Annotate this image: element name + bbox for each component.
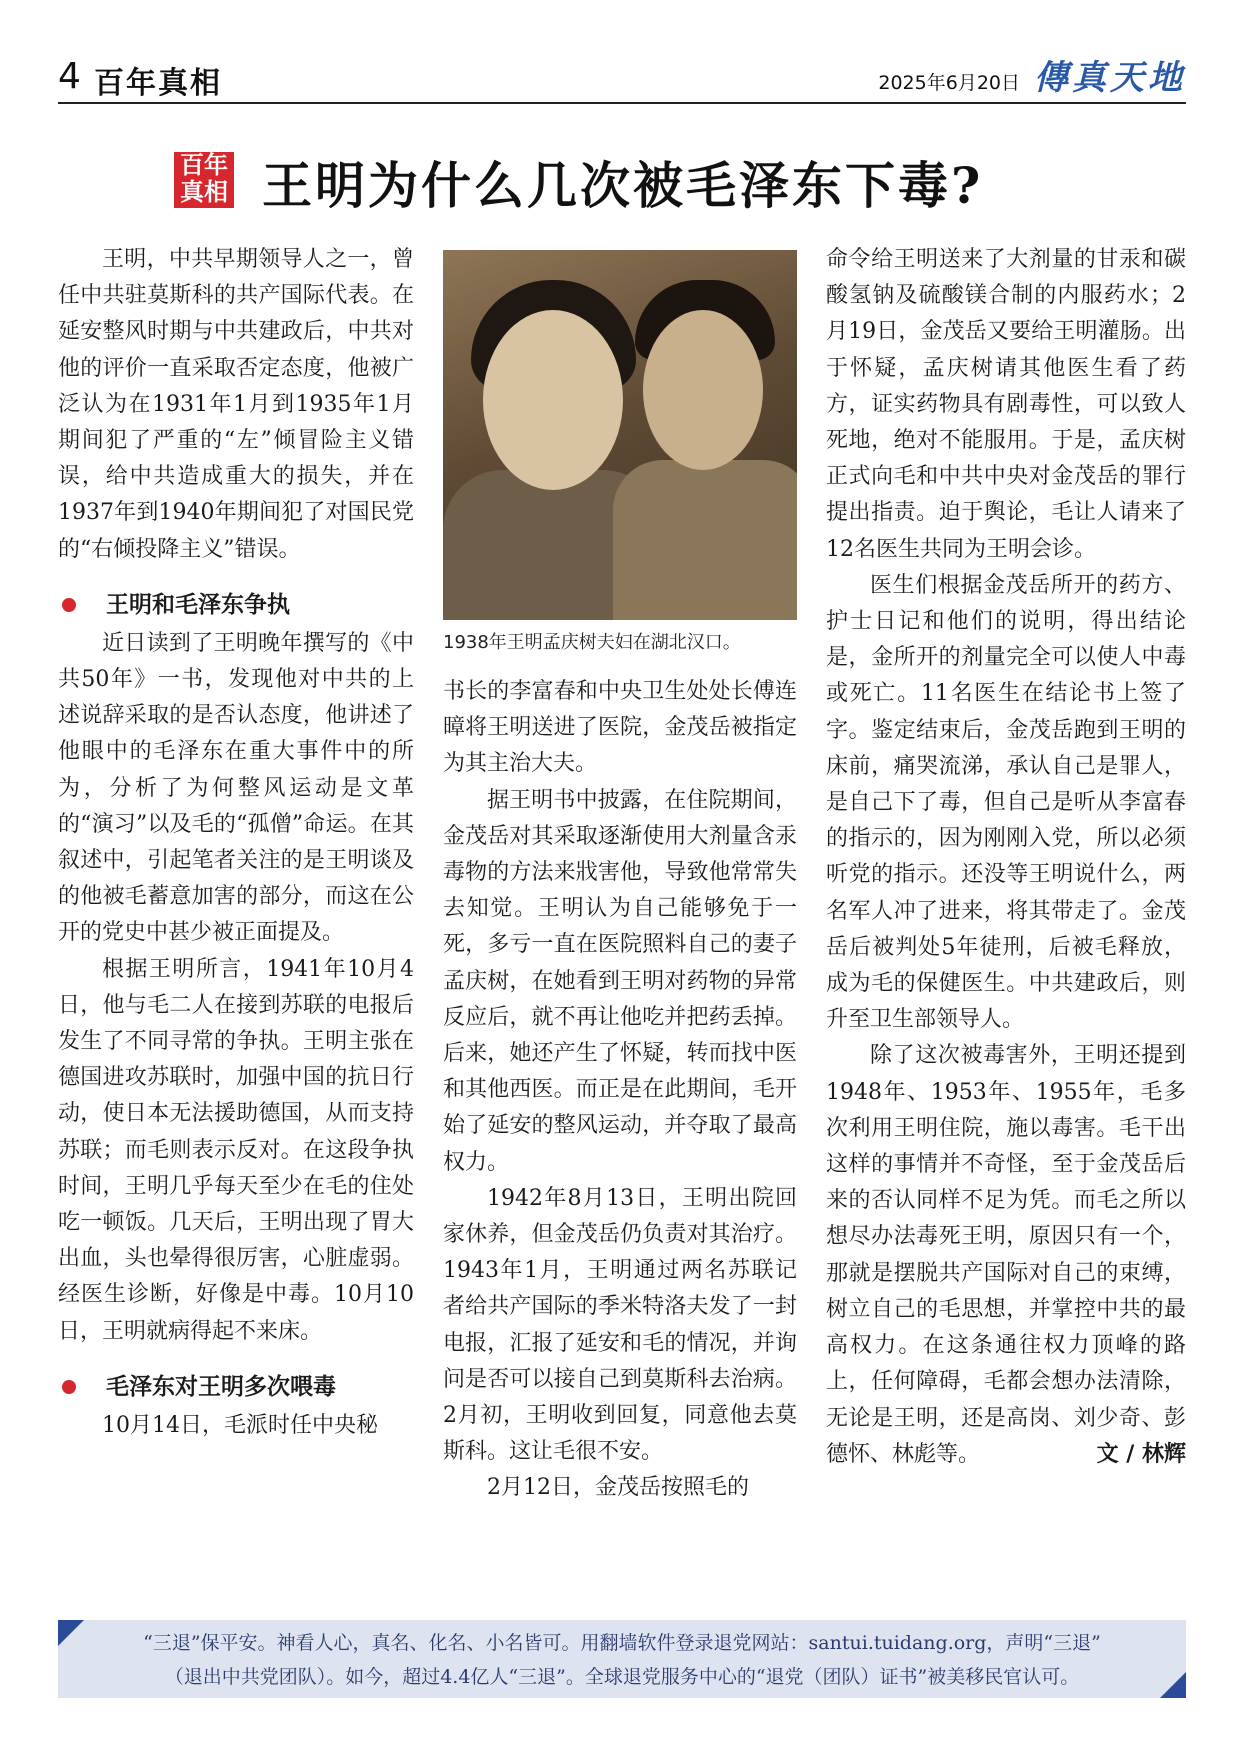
corner-triangle-icon: [1160, 1672, 1186, 1698]
article-title: 王明为什么几次被毛泽东下毒?: [262, 156, 984, 215]
paragraph: 书长的李富春和中央卫生处处长傅连暲将王明送进了医院，金茂岳被指定为其主治大夫。: [443, 679, 797, 777]
footer-line-1: “三退”保平安。神看人心，真名、化名、小名皆可。用翻墙软件登录退党网站：santui.tuidang.org，声明“三退”: [143, 1632, 1101, 1654]
badge-line-2: 真相: [180, 178, 228, 206]
subheading-text: 毛泽东对王明多次喂毒: [106, 1373, 336, 1400]
paragraph: 1942年8月13日，王明出院回家休养，但金茂岳仍负责对其治疗。1943年1月，王明通过两名苏联记者给共产国际的季米特洛夫发了一封电报，汇报了延安和毛的情况，并询问是否可以接自己到莫斯科去治病。2月初，王明收到回复，同意他去莫斯科。这让毛很不安。: [443, 1185, 797, 1465]
paragraph: 据王明书中披露，在住院期间，金茂岳对其采取逐渐使用大剂量含汞毒物的方法来戕害他，导致他常常失去知觉。王明认为自己能够免于一死，多亏一直在医院照料自己的妻子孟庆树，在她看到王明对药物的异常反应后，就不再让他吃并把药丢掉。后来，她还产生了怀疑，转而找中医和其他西医。而正是在此期间，毛开始了延安的整风运动，并夺取了最高权力。: [443, 787, 797, 1175]
photo-figure-woman-face: [483, 310, 623, 490]
couple-photo: [443, 250, 797, 620]
subheading-dispute: [58, 586, 414, 624]
page-number: 4: [58, 56, 81, 97]
photo-figure-man-body: [613, 460, 797, 620]
author-byline: 文 / 林辉: [1096, 1441, 1186, 1467]
column-3: [826, 242, 1186, 1473]
column-2: [443, 674, 797, 1507]
photo-caption: 1938年王明孟庆树夫妇在湖北汉口。: [443, 632, 741, 653]
column-1: [58, 242, 414, 1444]
badge-line-1: 百年: [180, 151, 228, 179]
page-header: [58, 50, 1186, 104]
paragraph: 2月12日，金茂岳按照毛的: [487, 1475, 749, 1501]
photo-figure-man-face: [643, 310, 763, 470]
paragraph: 医生们根据金茂岳所开的药方、护士日记和他们的说明，得出结论是，金所开的剂量完全可以使人中毒或死亡。11名医生在结论书上签了字。鉴定结束后，金茂岳跑到王明的床前，痛哭流涕，承认自己是罪人，是自己下了毒，但自己是听从李富春的指示的，因为刚刚入党，所以必须听党的指示。还没等王明说什么，两名军人冲了进来，将其带走了。金茂岳后被判处5年徒刑，后被毛释放，成为毛的保健医生。中共建政后，则升至卫生部领导人。: [826, 572, 1186, 1033]
subheading-text: 王明和毛泽东争执: [106, 591, 290, 618]
corner-triangle-icon: [58, 1620, 84, 1646]
paragraph: 近日读到了王明晚年撰写的《中共50年》一书，发现他对中共的上述说辞采取的是否认态度，他讲述了他眼中的毛泽东在重大事件中的所为，分析了为何整风运动是文革的“演习”以及毛的“孤僧”命运。在其叙述中，引起笔者关注的是王明谈及的他被毛蓄意加害的部分，而这在公开的党史中甚少被正面提及。: [58, 630, 414, 946]
paragraph: 根据王明所言，1941年10月4日，他与毛二人在接到苏联的电报后发生了不同寻常的争执。王明主张在德国进攻苏联时，加强中国的抗日行动，使日本无法援助德国，从而支持苏联；而毛则表示反对。在这段争执时间，王明几乎每天至少在毛的住处吃一顿饭。几天后，王明出现了胃大出血，头也晕得很厉害，心脏虚弱。经医生诊断，好像是中毒。10月10日，王明就病得起不来床。: [58, 956, 414, 1344]
paragraph-text: 除了这次被毒害外，王明还提到1948年、1953年、1955年，毛多次利用王明住院，施以毒害。毛干出这样的事情并不奇怪，至于金茂岳后来的否认同样不足为凭。而毛之所以想尽办法毒死王明，原因只有一个，那就是摆脱共产国际对自己的束缚，树立自己的毛思想，并掌控中共的最高权力。在这条通往权力顶峰的路上，任何障碍，毛都会想办法清除，无论是王明，还是高岗、刘少奇、彭德怀、林彪等。: [826, 1043, 1186, 1467]
paragraph: 王明，中共早期领导人之一，曾任中共驻莫斯科的共产国际代表。在延安整风时期与中共建政后，中共对他的评价一直采取否定态度，他被广泛认为在1931年1月到1935年1月期间犯了严重的“左”倾冒险主义错误，给中共造成重大的损失，并在1937年到1940年期间犯了对国民党的“右倾投降主义”错误。: [58, 247, 414, 562]
brand-logo: 傳真天地: [1034, 58, 1186, 98]
footer-notice: [58, 1620, 1186, 1698]
issue-date: 2025年6月20日: [878, 72, 1020, 94]
section-badge: [174, 152, 234, 208]
bullet-dot-icon: [62, 598, 76, 612]
paragraph: 命令给王明送来了大剂量的甘汞和碳酸氢钠及硫酸镁合制的内服药水；2月19日，金茂岳又要给王明灌肠。出于怀疑，孟庆树请其他医生看了药方，证实药物具有剧毒性，可以致人死地，绝对不能服用。于是，孟庆树正式向毛和中共中央对金茂岳的罪行提出指责。迫于舆论，毛让人请来了12名医生共同为王明会诊。: [826, 247, 1186, 562]
paragraph: 10月14日，毛派时任中央秘: [102, 1412, 378, 1438]
section-title: 百年真相: [94, 66, 222, 101]
footer-line-2: （退出中共党团队）。如今，超过4.4亿人“三退”。全球退党服务中心的“退党（团队）证书”被美移民官认可。: [164, 1666, 1080, 1688]
paragraph: [826, 1038, 1186, 1472]
bullet-dot-icon: [62, 1380, 76, 1394]
headline-block: [174, 150, 1094, 215]
subheading-poisoning: [58, 1368, 414, 1406]
